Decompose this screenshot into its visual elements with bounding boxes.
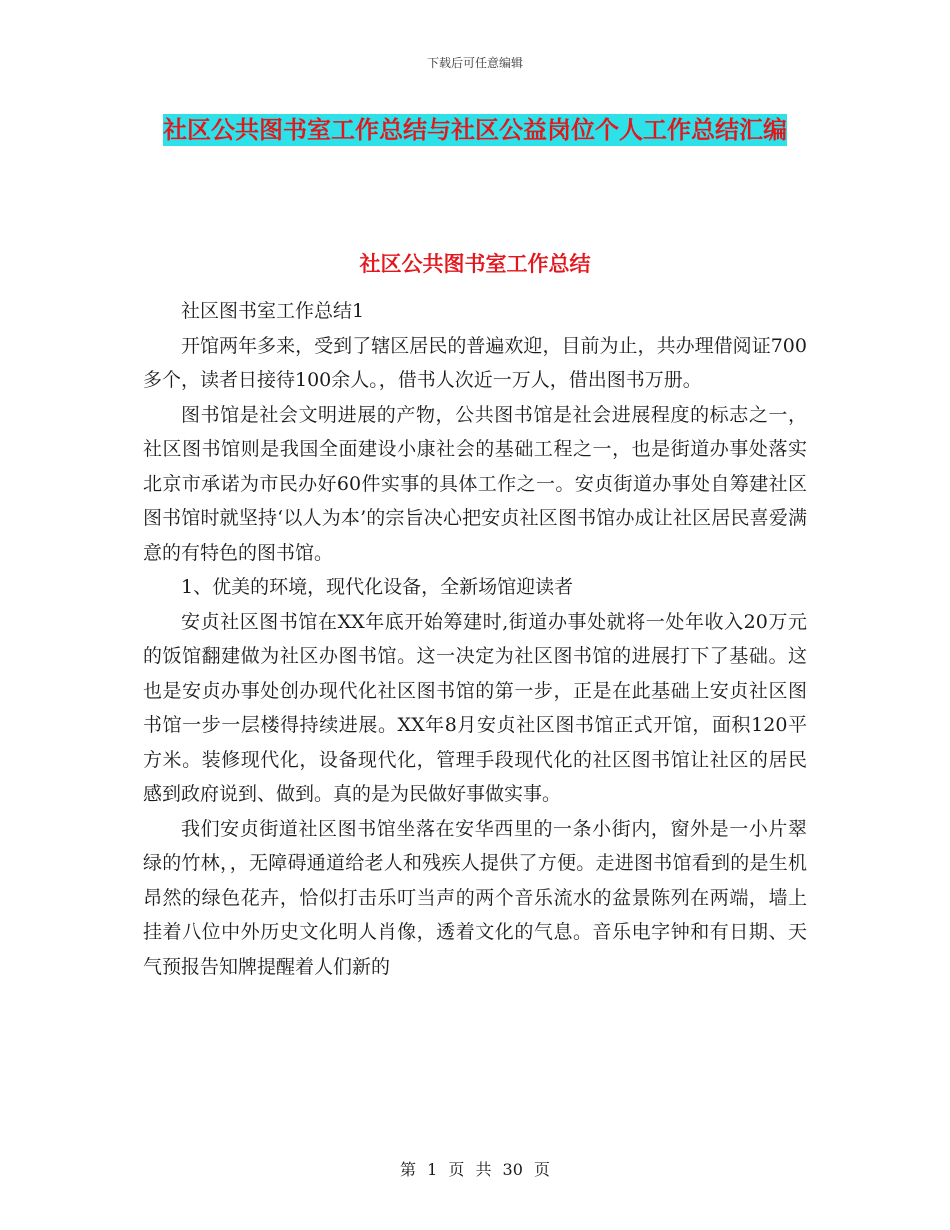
document-body	[143, 294, 807, 984]
paragraph: 我们安贞街道社区图书馆坐落在安华西里的一条小街内，窗外是一小片翠绿的竹林，，无障碍通道给老人和残疾人提供了方便。走进图书馆看到的是生机昂然的绿色花卉，恰似打击乐叮当声的两个音乐流水的盆景陈列在两端，墙上挂着八位中外历史文化明人肖像，透着文化的气息。音乐电字钟和有日期、天气预报告知牌提醒着人们新的	[143, 817, 807, 978]
section-title: 社区公共图书室工作总结	[359, 252, 591, 276]
document-title-text: 社区公共图书室工作总结与社区公益岗位个人工作总结汇编	[163, 116, 787, 144]
paragraph: 开馆两年多来，受到了辖区居民的普遍欢迎，目前为止，共办理借阅证700多个，读者日接待100余人。，借书人次近一万人，借出图书万册。	[143, 334, 807, 391]
paragraph: 安贞社区图书馆在XX年底开始筹建时,街道办事处就将一处年收入20万元的饭馆翻建做为社区办图书馆。这一决定为社区图书馆的进展打下了基础。这也是安贞办事处创办现代化社区图书馆的第一步，正是在此基础上安贞社区图书馆一步一层楼得持续进展。XX年8月安贞社区图书馆正式开馆，面积120平方米。装修现代化，设备现代化，管理手段现代化的社区图书馆让社区的居民感到政府说到、做到。真的是为民做好事做实事。	[143, 610, 807, 805]
page-number: 第 1 页 共 30 页	[400, 1160, 550, 1179]
paragraph: 社区图书室工作总结1	[181, 300, 365, 322]
paragraph: 图书馆是社会文明进展的产物，公共图书馆是社会进展程度的标志之一，社区图书馆则是我国全面建设小康社会的基础工程之一，也是街道办事处落实北京市承诺为市民办好60件实事的具体工作之一。安贞街道办事处自筹建社区图书馆时就坚持‘以人为本’的宗旨决心把安贞社区图书馆办成让社区居民喜爱满意的有特色的图书馆。	[143, 403, 807, 564]
page-header-note: 下载后可任意编辑	[426, 56, 523, 70]
paragraph: 1、优美的环境，现代化设备，全新场馆迎读者	[181, 576, 574, 598]
document-title	[150, 108, 800, 152]
